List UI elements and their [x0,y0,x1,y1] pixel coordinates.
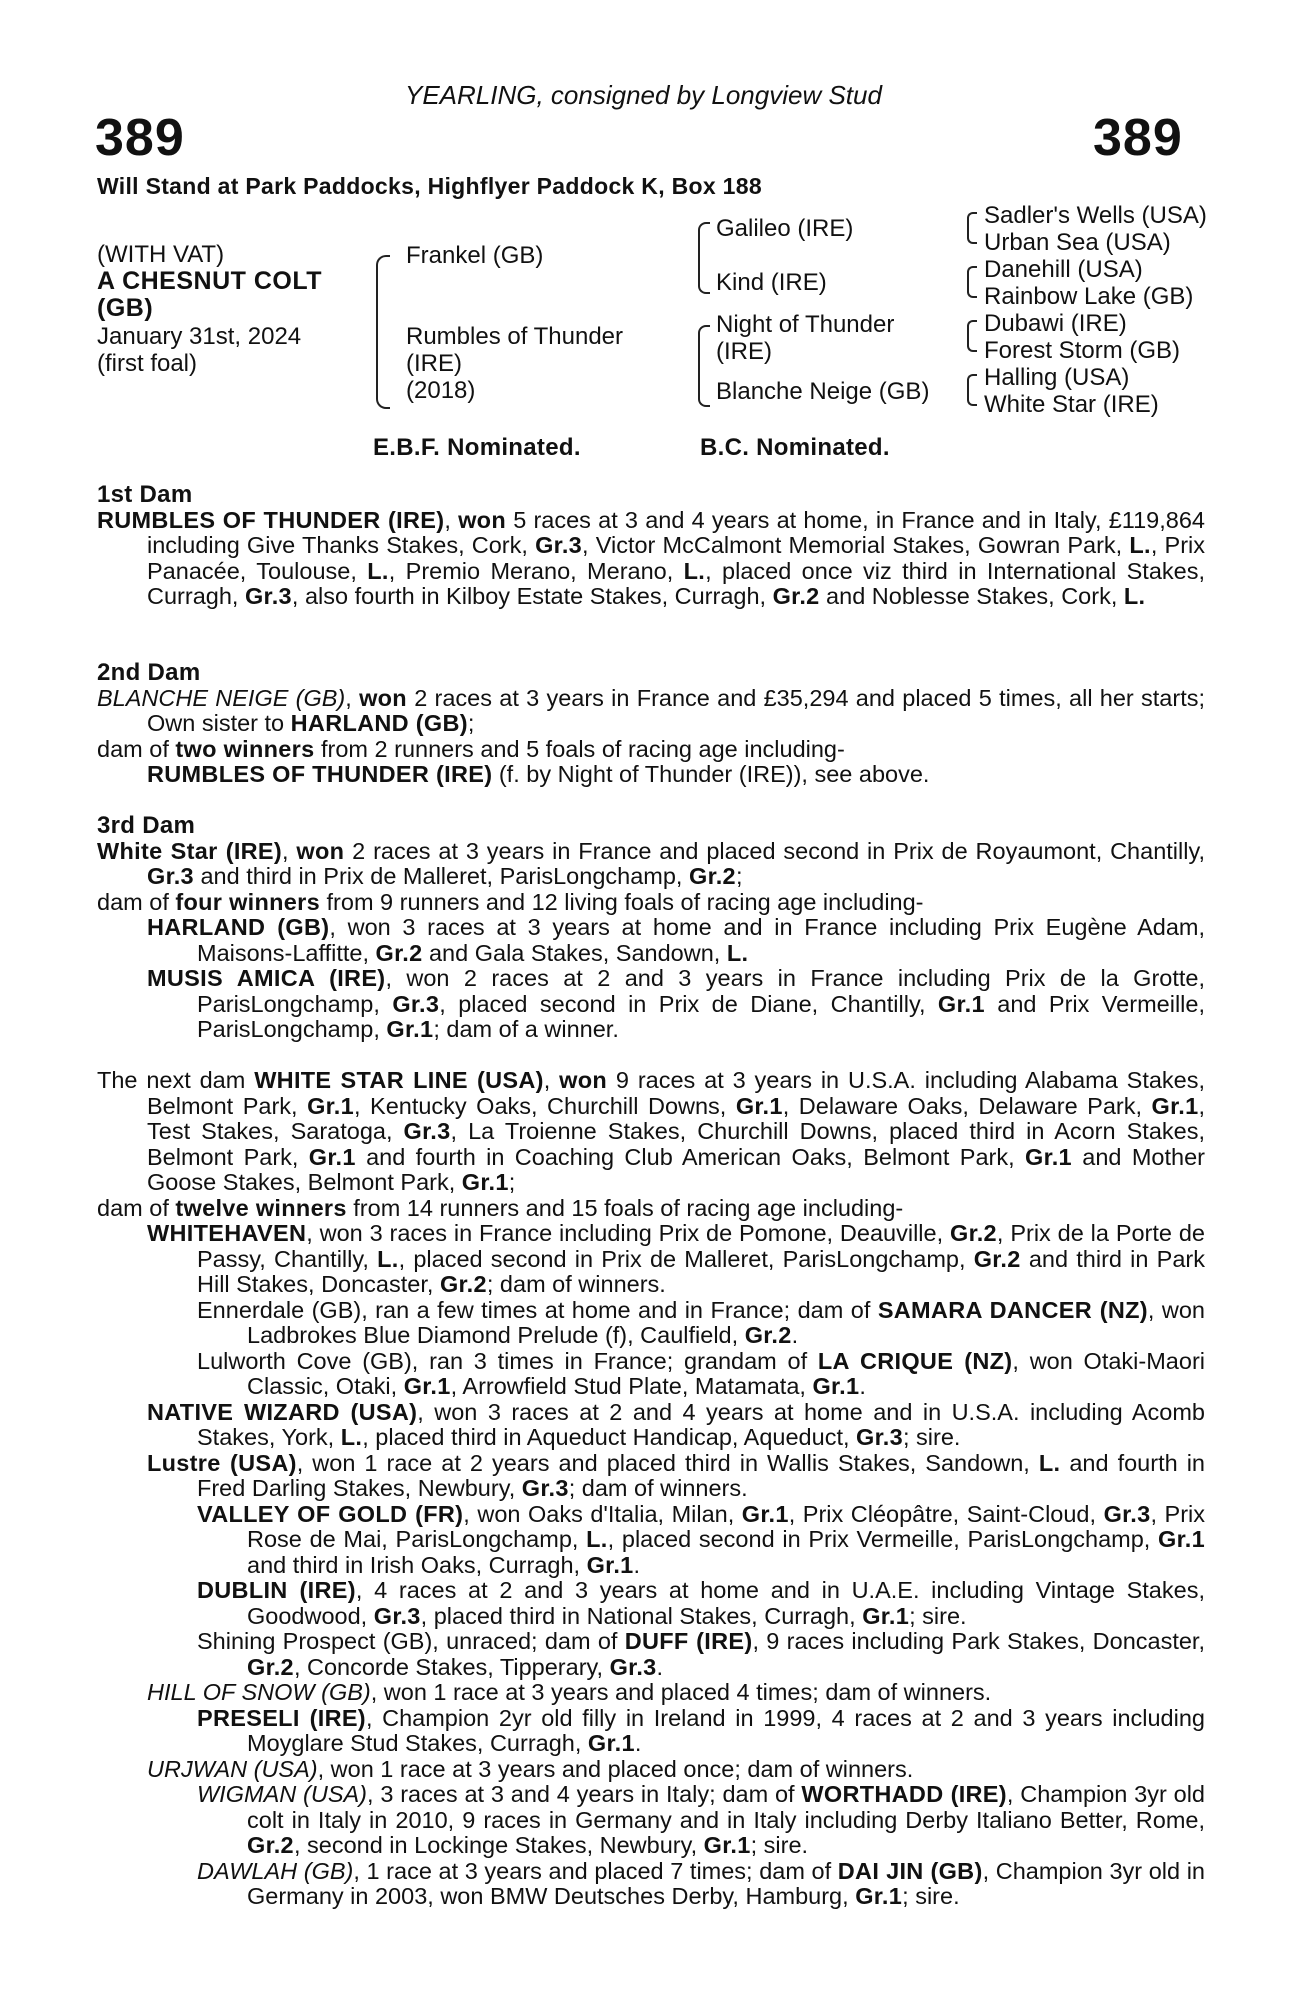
lc-g2: Gr.1 [812,1373,860,1399]
wh-a: , won 3 races in France including Prix de Pomone, Deauville, [306,1220,950,1246]
td-p1-a: , won 3 races at 3 years at home and in France including Prix Eugène Adam, Maisons-Laffitte, [197,914,1206,966]
du-b: , placed third in National Stakes, Curragh, [420,1602,863,1629]
wh-g2: L. [377,1245,399,1272]
nd-g4: Gr.3 [403,1118,451,1144]
nd-t1: 9 races at 3 years in U.S.A. including Alabama Stakes, Belmont Park, [147,1067,1206,1119]
pedigree-dam-line2: (IRE) [406,350,462,377]
vg-c: , Prix Rose de Mai, ParisLongchamp, [247,1500,1206,1552]
sd-prog-name: RUMBLES OF THUNDER (IRE) [147,761,493,787]
first-dam-section [97,482,1205,610]
progeny-lustre [97,1451,1205,1502]
td-p2-g2: Gr.1 [937,990,985,1017]
progeny-wigman [97,1782,1205,1859]
sp-d: . [656,1653,664,1680]
fd-t6: , Premio Merano, Merano, [388,557,684,584]
hs-name: HILL OF SNOW (GB) [147,1679,371,1705]
nd-t6: and fourth in Coaching Club American Oaks, Belmont Park, [355,1143,1025,1170]
progeny-valley-of-gold [97,1502,1205,1579]
td-p2-c: and Prix Vermeille, ParisLongchamp, [197,990,1205,1042]
pedigree-brace-3c [967,320,977,352]
td-p2-g1: Gr.3 [392,990,440,1017]
nd-t5: , La Troienne Stakes, Churchill Downs, placed third in Acorn Stakes, Belmont Park, [147,1118,1206,1170]
sd-prog-text: (f. by Night of Thunder (IRE)), see above. [492,761,930,787]
progeny-lulworth-cove [97,1349,1205,1400]
lc-g1: Gr.1 [403,1373,451,1399]
pedigree-g8: White Star (IRE) [984,391,1159,418]
nd-t2: , Kentucky Oaks, Churchill Downs, [354,1092,736,1119]
td-p1-g1: Gr.2 [375,939,423,966]
td-p2-d: ; dam of a winner. [433,1016,619,1042]
pr-b: . [634,1730,642,1756]
dw-a: , 1 race at 3 years and placed 7 times; dam of [353,1857,838,1884]
wg-c: , second in Lockinge Stakes, Newbury, [293,1832,704,1858]
pedigree-brace-3a [967,212,977,244]
vat-note: (WITH VAT) [97,241,225,268]
pr-name: PRESELI (IRE) [197,1704,366,1731]
du-g2: Gr.1 [862,1602,910,1629]
nw-b: , placed third in Aqueduct Handicap, Aqueduct, [362,1424,857,1450]
vg-b: , Prix Cléopâtre, Saint-Cloud, [788,1500,1104,1527]
td-t2: and third in Prix de Malleret, ParisLongchamp, [193,863,689,889]
pr-a: , Champion 2yr old filly in Ireland in 1999, 4 races at 2 and 3 years including Moyglare Stud Stakes, Curragh, [247,1704,1205,1756]
nd-t7: and Mother Goose Stakes, Belmont Park, [147,1143,1205,1195]
td-p1-b: and Gala Stakes, Sandown, [422,939,727,966]
second-dam-name: BLANCHE NEIGE (GB) [97,684,346,711]
wh-c: , placed second in Prix de Malleret, ParisLongchamp, [398,1245,974,1272]
du-g1: Gr.3 [373,1602,421,1629]
nd-damof-c: from 14 runners and 15 foals of racing age including- [346,1194,904,1221]
first-dam-entry: RUMBLES OF THUNDER (IRE), won 5 races at 3 and 4 years at home, in France and in Italy, £119,864 including Give Thanks Stakes, Cork, Gr.3, Victor McCalmont Memorial Stakes, Gowran Park, L., Prix Panacée, Toulouse, L., Premio Merano, Merano, L., placed once viz third in International Stakes, Curragh, Gr.3, also fourth in Kilboy Estate Stakes, Curragh, Gr.2 and Noblesse Stakes, Cork, L. [97,506,1206,609]
sd-damof-a: dam of [97,735,176,762]
sp-b: , 9 races including Park Stakes, Doncaster, [752,1628,1205,1654]
third-dam-damof [97,890,1205,916]
foal-note: (first foal) [97,350,198,377]
nw-g2: Gr.3 [856,1424,903,1450]
pedigree-dam-sire-line2: (IRE) [716,338,772,365]
fd-t9: Gr.3 [244,583,292,609]
lc-c: , Arrowfield Stud Plate, Matamata, [450,1373,813,1399]
pedigree-brace-3d [967,374,977,406]
dw-name: DAWLAH (GB) [197,1857,354,1884]
lc-name: LA CRIQUE (NZ) [817,1347,1013,1374]
lot-number-right: 389 [1093,109,1183,167]
wg-d: ; sire. [750,1832,809,1858]
nd-t8: ; [508,1169,516,1195]
progeny-native-wizard [97,1400,1205,1451]
wh-b: , Prix de la Porte de Passy, Chantilly, [197,1220,1205,1272]
nd-g7: Gr.1 [461,1169,509,1195]
nw-g1: L. [340,1424,363,1450]
ur-a: , won 1 race at 3 years and placed once; dam of winners. [317,1755,914,1782]
en-g: Gr.2 [744,1322,792,1348]
nd-lead: The next dam [97,1067,255,1093]
vg-d: , placed second in Prix Vermeille, ParisLongchamp, [607,1526,1159,1552]
pedigree-g6: Forest Storm (GB) [984,337,1181,364]
vg-a: , won Oaks d'Italia, Milan, [463,1500,742,1527]
td-won: won [296,837,345,864]
nw-name: NATIVE WIZARD (USA) [147,1398,418,1425]
first-dam-won: won [458,506,506,533]
vg-e: and third in Irish Oaks, Curragh, [247,1551,587,1578]
lu-g1: L. [1038,1449,1061,1476]
nd-g3: Gr.1 [1151,1092,1199,1119]
du-name: DUBLIN (IRE) [197,1577,356,1603]
sp-g2: Gr.3 [609,1653,657,1680]
second-dam-section [97,660,1205,788]
pedigree-g7: Halling (USA) [984,364,1130,391]
lu-a: , won 1 race at 2 years and placed third in Wallis Stakes, Sandown, [296,1449,1039,1476]
fd-t1: Gr.3 [535,532,583,558]
pedigree-g3: Danehill (USA) [984,256,1143,283]
nd-won: won [559,1067,608,1093]
lc-d: . [859,1373,866,1399]
third-dam-progeny-2 [97,966,1205,1043]
sd-sister: HARLAND (GB) [290,710,468,736]
td-name: White Star (IRE) [97,837,283,864]
fd-t8: , placed once viz third in International Stakes, Curragh, [147,557,1205,609]
progeny-shining-prospect [97,1629,1205,1680]
lu-name: Lustre (USA) [147,1449,297,1476]
td-damof-c: from 9 runners and 12 living foals of racing age including- [320,888,924,915]
fd-t13: L. [1123,583,1146,609]
wh-g3: Gr.2 [973,1245,1021,1272]
wh-g4: Gr.2 [439,1271,487,1297]
nd-name: WHITE STAR LINE (USA) [254,1067,544,1093]
du-c: ; sire. [909,1602,967,1629]
hs-a: , won 1 race at 3 years and placed 4 times; dam of winners. [370,1679,992,1705]
pedigree-sire-dam: Kind (IRE) [716,269,827,296]
fd-t7: L. [683,557,706,584]
second-dam-damof [97,737,1205,763]
pedigree-g1: Sadler's Wells (USA) [984,202,1207,229]
next-dam-damof [97,1196,1205,1222]
pedigree-dam-sire-line1: Night of Thunder [716,311,895,338]
nd-damof-b: twelve winners [175,1194,347,1221]
nd-t4: , Test Stakes, Saratoga, [147,1092,1205,1144]
en-c: . [791,1322,799,1348]
sp-g1: Gr.2 [247,1653,294,1680]
next-dam-entry: The next dam WHITE STAR LINE (USA), won 9 races at 3 years in U.S.A. including Alabama Stakes, Belmont Park, Gr.1, Kentucky Oaks, Churchill Downs, Gr.1, Delaware Oaks, Delaware Park, Gr.1, Test Stakes, Saratoga, Gr.3, La Troienne Stakes, Churchill Downs, placed third in Acorn Stakes, Belmont Park, Gr.1 and fourth in Coaching Club American Oaks, Belmont Park, Gr.1 and Mother Goose Stakes, Belmont Park, Gr.1; [97,1067,1206,1195]
vg-g3: L. [586,1526,608,1552]
pedigree-g2: Urban Sea (USA) [984,229,1171,256]
lu-b: and fourth in Fred Darling Stakes, Newbury, [197,1449,1205,1501]
pedigree-g4: Rainbow Lake (GB) [984,283,1194,310]
vg-f: . [633,1551,641,1578]
wg-name: WIGMAN (USA) [197,1781,367,1807]
pedigree-brace-1 [376,255,390,409]
progeny-urjwan [97,1757,1205,1783]
second-dam-heading: 2nd Dam [97,659,201,686]
second-dam-entry: BLANCHE NEIGE (GB), won 2 races at 3 years in France and £35,294 and placed 5 times, all her starts; Own sister to HARLAND (GB); [97,684,1206,736]
wh-g1: Gr.2 [949,1220,997,1246]
progeny-whitehaven [97,1221,1205,1298]
wg-b-name: WORTHADD (IRE) [801,1781,1007,1807]
td-p2-name: MUSIS AMICA (IRE) [147,965,386,991]
nd-g6: Gr.1 [1024,1143,1072,1170]
ebf-nominated: E.B.F. Nominated. [373,434,581,461]
td-p2-g3: Gr.1 [386,1016,434,1042]
sp-a: Shining Prospect (GB), unraced; dam of [197,1628,625,1654]
fd-t0: 5 races at 3 and 4 years at home, in France and in Italy, £119,864 including Give Thanks Stakes, Cork, [147,506,1205,558]
lu-c: ; dam of winners. [568,1475,748,1501]
stand-location: Will Stand at Park Paddocks, Highflyer Paddock K, Box 188 [97,173,762,199]
progeny-dawlah [97,1859,1205,1910]
sp-name: DUFF (IRE) [624,1628,753,1654]
progeny-hill-of-snow [97,1680,1205,1706]
vg-g2: Gr.3 [1103,1500,1151,1527]
nd-g1: Gr.1 [307,1092,354,1119]
lu-g2: Gr.3 [521,1475,569,1501]
en-name: SAMARA DANCER (NZ) [877,1296,1148,1323]
third-dam-section [97,813,1205,1043]
first-dam-heading: 1st Dam [97,481,193,508]
fd-t2: , Victor McCalmont Memorial Stakes, Gowran Park, [582,532,1130,558]
progeny-dublin [97,1578,1205,1629]
nd-g5: Gr.1 [308,1143,356,1170]
second-dam-won: won [359,684,407,711]
td-damof-a: dam of [97,888,176,915]
lot-number-left: 389 [95,109,185,167]
sd-t2: ; [467,710,475,736]
pedigree-brace-3b [967,266,977,298]
horse-name-line2: (GB) [97,294,154,322]
vg-g4: Gr.1 [1158,1526,1205,1552]
third-dam-progeny-1 [97,915,1205,966]
vg-g1: Gr.1 [741,1500,789,1527]
second-dam-progeny [97,762,1205,788]
wg-g2: Gr.1 [703,1832,751,1858]
fd-t3: L. [1129,532,1151,558]
td-p2-b: , placed second in Prix de Diane, Chantilly, [439,990,938,1017]
pedigree-dam-line3: (2018) [406,377,476,404]
fd-t5: L. [367,557,389,584]
pedigree-sire-sire: Galileo (IRE) [716,215,854,242]
sp-c: , Concorde Stakes, Tipperary, [293,1653,610,1680]
fd-t10: , also fourth in Kilboy Estate Stakes, Curragh, [291,583,773,609]
dw-b: , Champion 3yr old in Germany in 2003, won BMW Deutsches Derby, Hamburg, [247,1857,1206,1909]
en-b: , won Ladbrokes Blue Diamond Prelude (f), Caulfield, [247,1296,1206,1348]
du-a: , 4 races at 2 and 3 years at home and in U.A.E. including Vintage Stakes, Goodwood, [247,1577,1205,1629]
dw-c: ; sire. [902,1883,960,1909]
nw-a: , won 3 races at 2 and 4 years at home and in U.S.A. including Acomb Stakes, York, [197,1398,1205,1450]
bc-nominated: B.C. Nominated. [700,434,890,461]
td-t1: 2 races at 3 years in France and placed second in Prix de Royaumont, Chantilly, [344,837,1205,864]
lc-b: , won Otaki-Maori Classic, Otaki, [247,1347,1205,1399]
wh-name: WHITEHAVEN [147,1220,307,1246]
dw-b-name: DAI JIN (GB) [837,1857,983,1884]
next-dam-section [97,1068,1205,1910]
sd-damof-b: two winners [175,735,315,762]
catalogue-subtitle: YEARLING, consigned by Longview Stud [405,80,882,110]
pedigree-brace-2b [698,325,710,407]
nd-damof-a: dam of [97,1194,176,1221]
pedigree-dam-dam: Blanche Neige (GB) [716,378,930,405]
td-p2-a: , won 2 races at 2 and 3 years in France including Prix de la Grotte, ParisLongchamp, [197,965,1205,1017]
wg-a: , 3 races at 3 and 4 years in Italy; dam of [367,1781,802,1807]
fd-t12: and Noblesse Stakes, Cork, [819,583,1124,609]
wg-g1: Gr.2 [247,1832,294,1858]
third-dam-heading: 3rd Dam [97,812,196,839]
td-g1: Gr.3 [147,863,194,889]
progeny-preseli [97,1706,1205,1757]
date-of-birth: January 31st, 2024 [97,323,302,350]
td-p1-name: HARLAND (GB) [147,914,330,940]
wg-b: , Champion 3yr old colt in Italy in 2010, 9 races in Germany and in Italy including Derby Italiano Better, Rome, [247,1781,1205,1833]
lc-a: Lulworth Cove (GB), ran 3 times in France; grandam of [197,1347,818,1374]
pedigree-g5: Dubawi (IRE) [984,310,1127,337]
nd-t3: , Delaware Oaks, Delaware Park, [782,1092,1152,1119]
vg-g5: Gr.1 [586,1551,634,1578]
wh-e: ; dam of winners. [486,1271,666,1297]
pedigree-sire: Frankel (GB) [406,242,544,269]
pedigree-brace-2a [698,222,710,294]
nw-c: ; sire. [902,1424,961,1450]
nd-g2: Gr.1 [735,1092,783,1119]
pr-g: Gr.1 [587,1730,635,1756]
sd-damof-c: from 2 runners and 5 foals of racing age including- [314,735,845,762]
fd-t11: Gr.2 [772,583,820,609]
sd-t1: 2 races at 3 years in France and £35,294 and placed 5 times, all her starts; Own sister to [147,684,1206,736]
td-t3: ; [735,863,743,889]
third-dam-entry: White Star (IRE), won 2 races at 3 years in France and placed second in Prix de Royaumont, Chantilly, Gr.3 and third in Prix de Malleret, ParisLongchamp, Gr.2; [97,837,1205,889]
ur-name: URJWAN (USA) [147,1755,318,1782]
td-damof-b: four winners [175,888,320,915]
fd-t4: , Prix Panacée, Toulouse, [147,532,1206,584]
horse-name-line1: A CHESNUT COLT [97,267,323,295]
first-dam-name: RUMBLES OF THUNDER (IRE) [97,506,445,533]
dw-g: Gr.1 [855,1883,903,1909]
td-p1-g2: L. [726,939,749,966]
progeny-ennerdale [97,1298,1205,1349]
en-a: Ennerdale (GB), ran a few times at home and in France; dam of [197,1296,878,1323]
td-g2: Gr.2 [689,863,736,889]
vg-name: VALLEY OF GOLD (FR) [197,1500,464,1527]
pedigree-dam-line1: Rumbles of Thunder [406,323,624,350]
wh-d: and third in Park Hill Stakes, Doncaster, [197,1245,1206,1297]
